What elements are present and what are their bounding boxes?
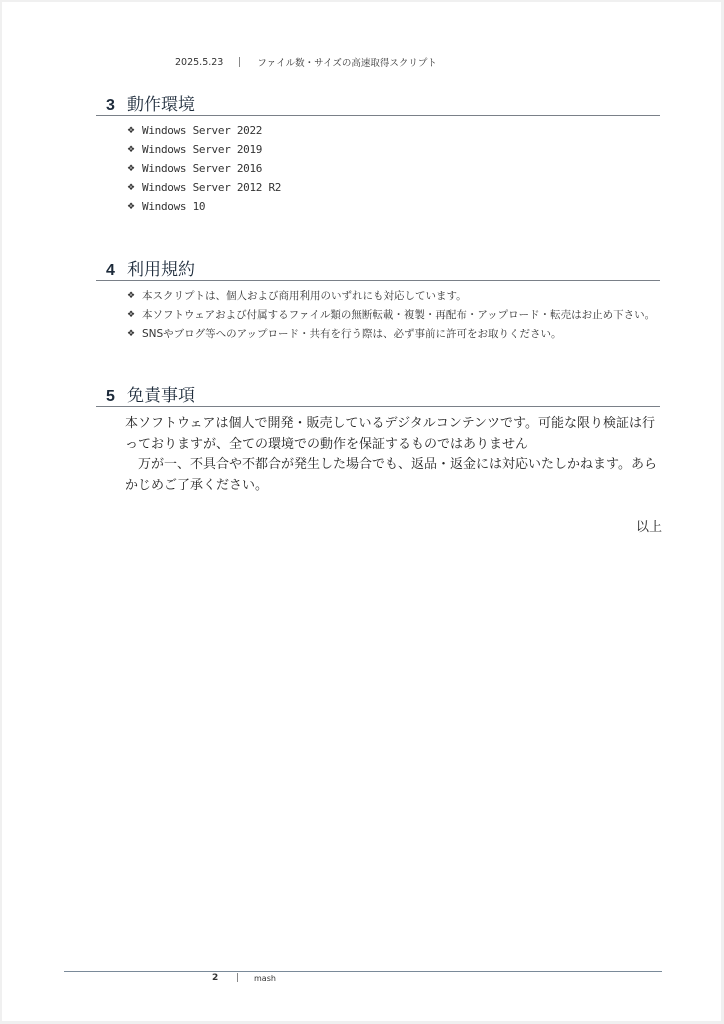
list-item: ❖ Windows Server 2012 R2 bbox=[127, 181, 282, 194]
terms-list bbox=[127, 286, 660, 343]
page-header bbox=[175, 55, 437, 69]
section-heading bbox=[96, 90, 660, 116]
section-heading bbox=[96, 381, 660, 407]
footer-separator bbox=[237, 973, 238, 982]
closing-remark: 以上 bbox=[635, 520, 662, 535]
paragraph: 万が一、不具合や不都合が発生した場合でも、返品・返金には対応いたしかねます。あらかじめご了承ください。 bbox=[125, 457, 657, 493]
footer-author: mash bbox=[254, 974, 276, 983]
diamond-bullet-icon: ❖ bbox=[127, 144, 136, 155]
document-page bbox=[2, 2, 721, 1021]
header-date: 2025.5.23 bbox=[175, 56, 224, 68]
diamond-bullet-icon: ❖ bbox=[127, 309, 136, 320]
section-title: 利用規約 bbox=[127, 260, 195, 280]
section-operating-environment bbox=[96, 90, 660, 216]
paragraph: 本ソフトウェアは個人で開発・販売しているデジタルコンテンツです。可能な限り検証は行っておりますが、全ての環境での動作を保証するものではありません bbox=[125, 416, 656, 452]
footer-divider bbox=[64, 971, 662, 972]
header-separator bbox=[239, 57, 240, 67]
diamond-bullet-icon: ❖ bbox=[127, 125, 136, 136]
section-title: 免責事項 bbox=[127, 386, 195, 406]
header-doc-title: ファイル数・サイズの高速取得スクリプト bbox=[257, 58, 437, 69]
list-item: ❖ Windows Server 2022 bbox=[127, 124, 263, 137]
diamond-bullet-icon: ❖ bbox=[127, 201, 136, 212]
section-disclaimer bbox=[96, 381, 662, 535]
environment-list bbox=[127, 121, 660, 216]
list-item: ❖ Windows Server 2016 bbox=[127, 162, 263, 175]
diamond-bullet-icon: ❖ bbox=[127, 290, 136, 301]
section-title: 動作環境 bbox=[127, 95, 195, 115]
section-number: 3 bbox=[106, 97, 115, 114]
page-number: 2 bbox=[212, 973, 219, 983]
list-item: ❖ Windows 10 bbox=[127, 200, 206, 213]
section-heading bbox=[96, 255, 660, 281]
list-item: ❖ Windows Server 2019 bbox=[127, 143, 263, 156]
list-item: ❖ SNSやブログ等へのアップロード・共有を行う際は、必ず事前に許可をお取りください。 bbox=[127, 328, 562, 340]
section-terms-of-use bbox=[96, 255, 660, 343]
diamond-bullet-icon: ❖ bbox=[127, 163, 136, 174]
diamond-bullet-icon: ❖ bbox=[127, 328, 136, 339]
section-number: 5 bbox=[106, 388, 115, 405]
section-number: 4 bbox=[106, 262, 115, 279]
list-item: ❖ 本ソフトウェアおよび付属するファイル類の無断転載・複製・再配布・アップロード・転売はお止め下さい。 bbox=[127, 309, 656, 321]
diamond-bullet-icon: ❖ bbox=[127, 182, 136, 193]
disclaimer-text bbox=[125, 414, 663, 496]
list-item: ❖ 本スクリプトは、個人および商用利用のいずれにも対応しています。 bbox=[127, 290, 467, 302]
